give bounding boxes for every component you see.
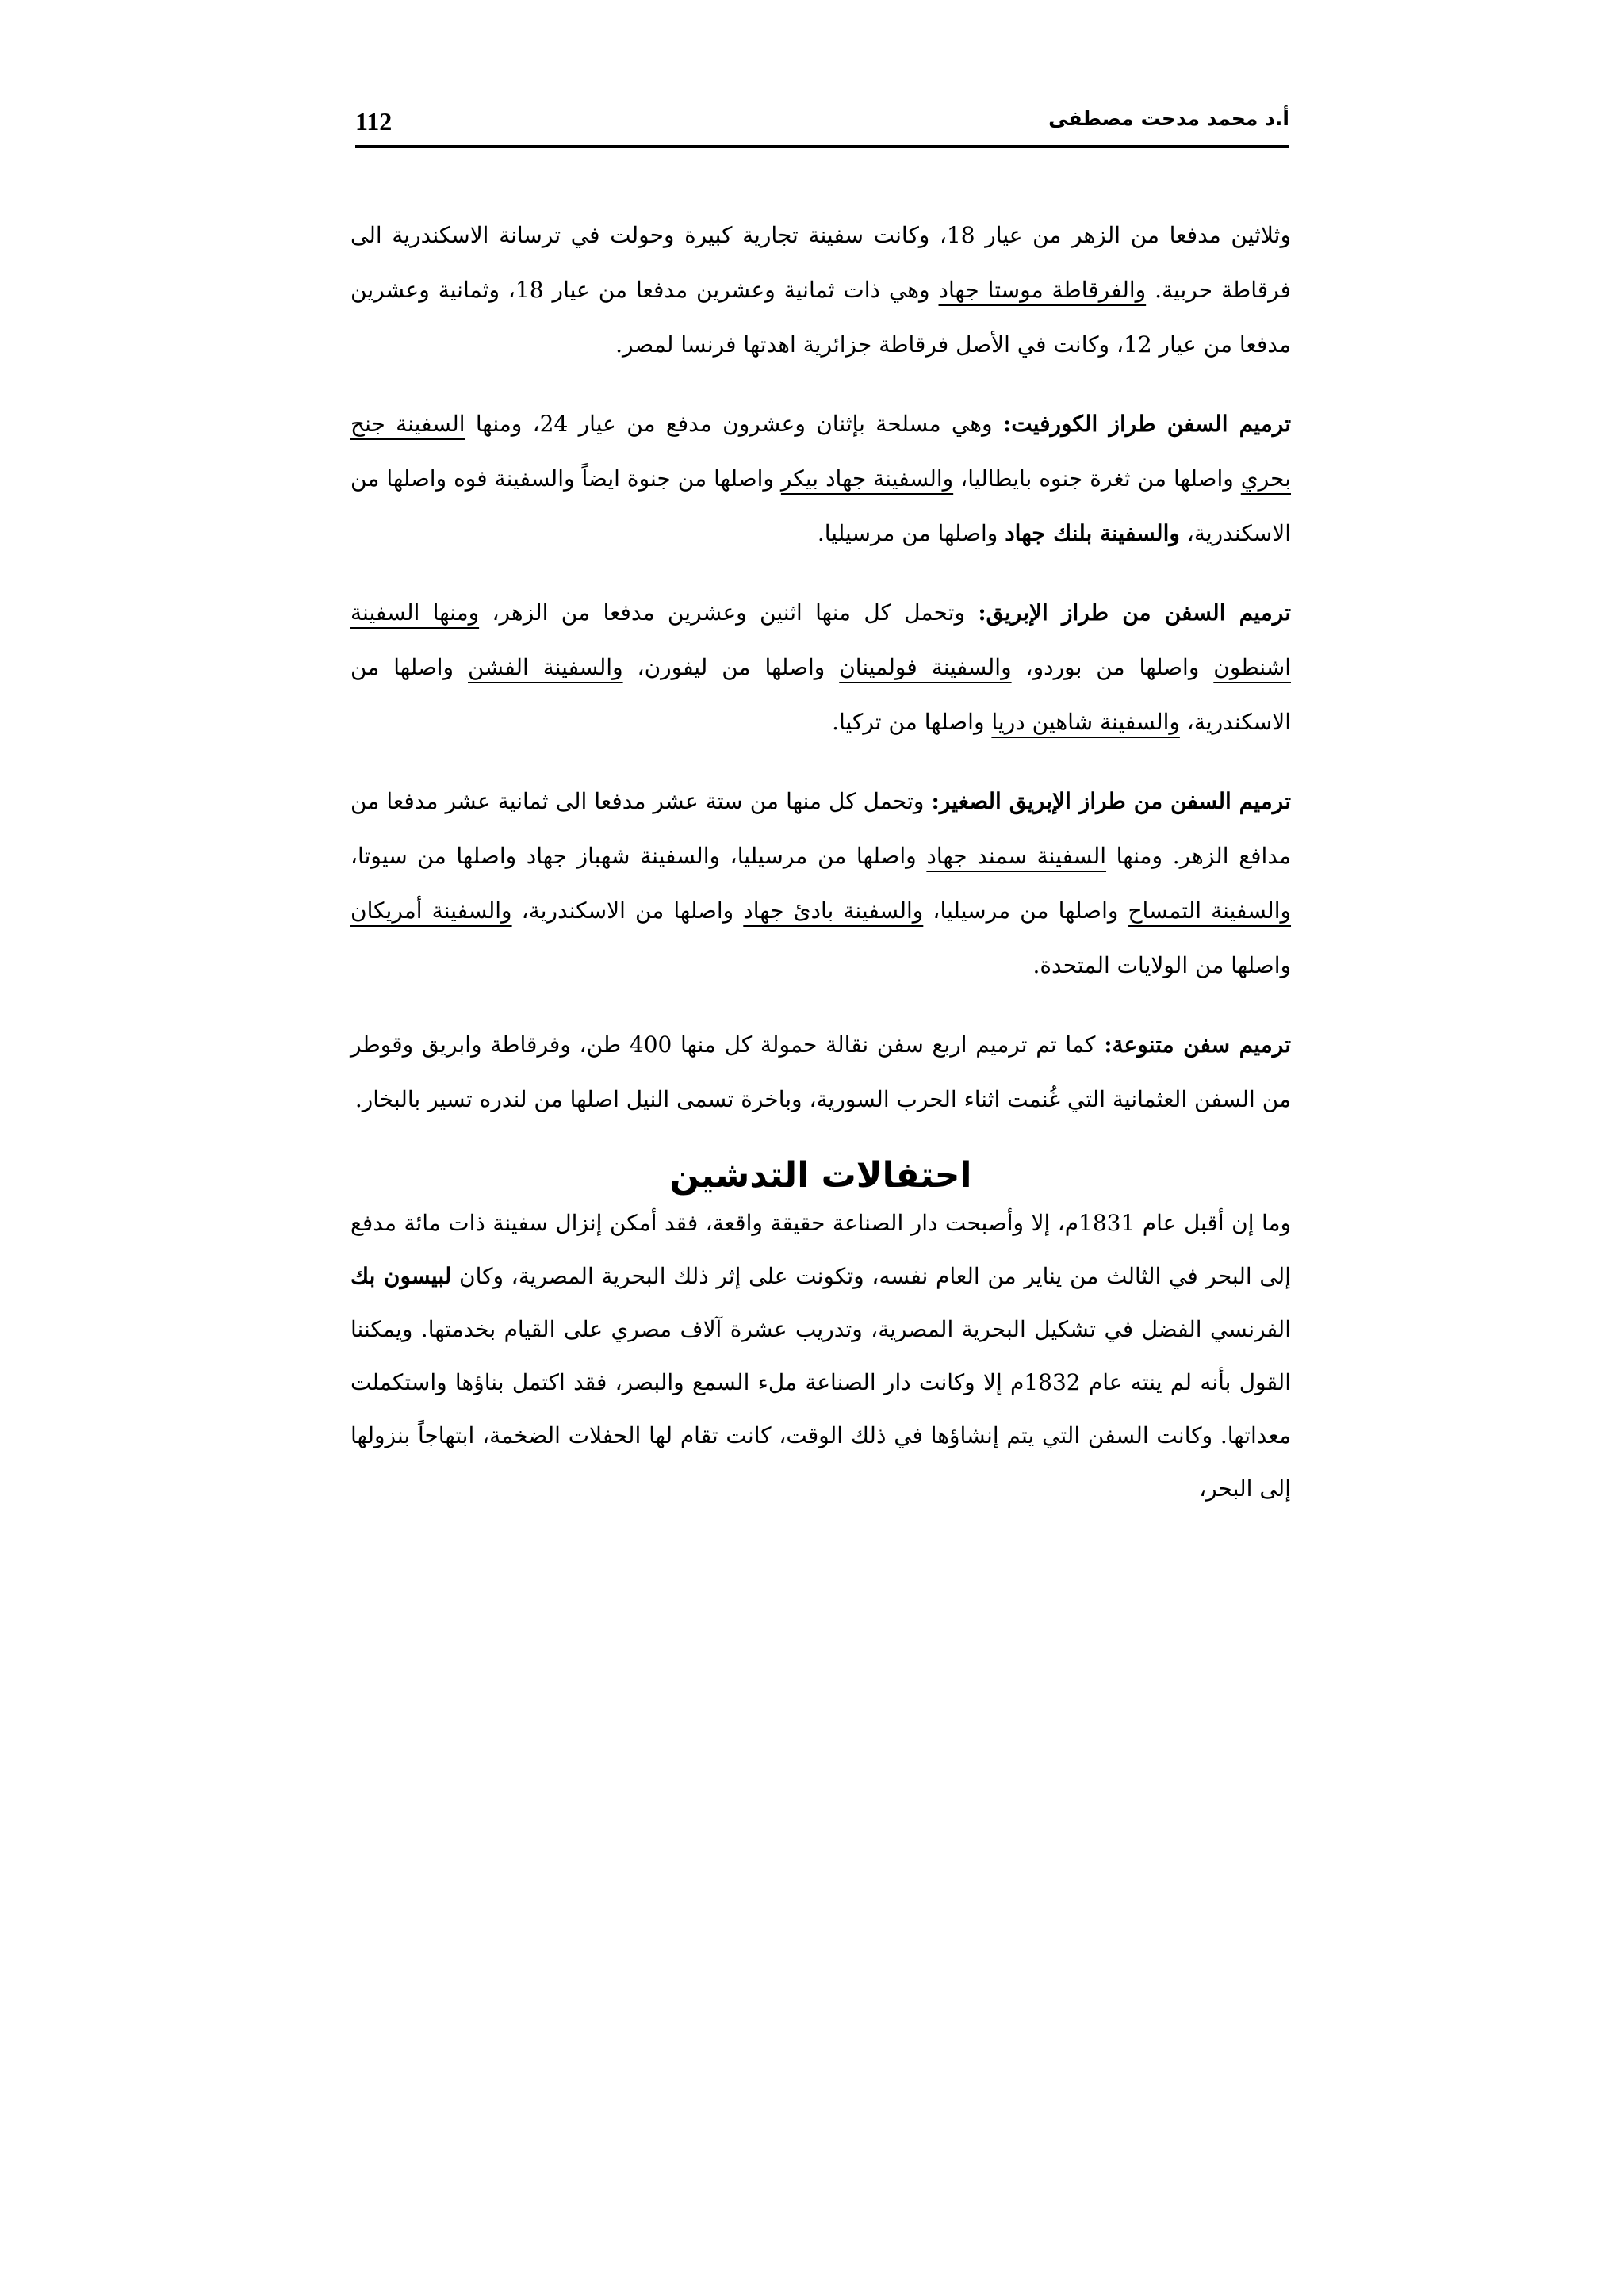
paragraph-frigates [350,208,1291,372]
paragraph-corvette-restoration [350,396,1291,561]
text-run: واصلها من ليفورن، [622,654,840,680]
page-number: 112 [355,107,393,136]
text-run: واصلها من الاسكندرية، [350,654,1291,735]
underlined-ship-name: والسفينة بادئ جهاد [743,897,924,924]
section-title: احتفالات التدشين [669,1155,972,1196]
paragraph-brig-restoration [350,585,1291,749]
text-run: وثلاثين مدفعا من الزهر من عيار 18، وكانت سفينة تجارية كبيرة وحولت في ترسانة الاسكندرية الى فرقاطة حربية. [350,222,1292,303]
text-run: واصلها من مرسيليا، والسفينة شهباز جهاد واصلها من سيوتا، [350,843,927,869]
running-header [355,105,1289,148]
text-run: وهي ذات ثمانية وعشرين مدفعا من عيار 18، وثمانية وعشرين مدفعا من عيار 12، وكانت في الأصل فرقاطة جزائرية اهدتها فرنسا لمصر. [350,277,1291,358]
text-run: الفرنسي الفضل في تشكيل البحرية المصرية، وتدريب عشرة آلاف مصري على القيام بخدمتها. ويمكننا القول بأنه لم ينته عام 1832م إلا وكانت دار الصناعة ملء السمع والبصر، فقد اكتمل بناؤها واستكملت معداتها. وكانت السفن التي يتم إنشاؤها في ذلك الوقت، كانت تقام لها الحفلات الضخمة، ابتهاجاً بنزولها إلى البحر، [350,1316,1291,1502]
underlined-ship-name: والسفينة شاهين دريا [991,709,1180,735]
underlined-ship-name: السفينة جنح بحري [350,411,1291,492]
underlined-ship-name: والسفينة فولمينان [839,654,1012,680]
bold-term: ترميم السفن من طراز الإبريق: [978,599,1291,626]
paragraph-small-brig-restoration [350,774,1291,993]
bold-term: ترميم سفن متنوعة: [1104,1031,1291,1058]
underlined-ship-name: والسفينة الفشن [468,654,623,680]
text-run: وما إن أقبل عام 1831م، إلا وأصبحت دار الصناعة حقيقة واقعة، فقد أمكن إنزال سفينة ذات مائة مدفع إلى البحر في الثالث من يناير من العام نفسه، وتكونت على إثر ذلك البحرية المصرية، وكان [350,1210,1291,1289]
text-run: واصلها من تركيا. [832,709,992,735]
paragraph-various-ships-restoration [350,1017,1291,1127]
underlined-ship-name: والسفينة التمساح [1128,897,1292,924]
text-run: كما تم ترميم اربع سفن نقالة حمولة كل منها 400 طن، وفرقاطة وابريق وقوطر من السفن العثمانية التي غُنمت اثناء الحرب السورية، وباخرة تسمى النيل اصلها من لندره تسير بالبخار. [350,1031,1291,1112]
text-run: واصلها من مرسيليا. [817,520,1005,546]
underlined-ship-name: السفينة سمند جهاد [926,843,1107,869]
bold-term: والسفينة بلنك جهاد [1005,520,1180,546]
text-run: واصلها من الولايات المتحدة. [1032,952,1291,978]
text-run: وتحمل كل منها اثنين وعشرين مدفعا من الزهر، [479,599,979,626]
text-run: واصلها من مرسيليا، [923,897,1128,924]
text-run: واصلها من بوردو، [1011,654,1214,680]
underlined-ship-name: والفرقاطة موستا جهاد [938,277,1147,303]
text-run: واصلها من جنوة ايضاً والسفينة فوه واصلها من الاسكندرية، [350,465,1291,546]
paragraph-launch-celebrations [350,1196,1291,1515]
underlined-ship-name: ومنها السفينة اشنطون [350,599,1291,680]
text-run: واصلها من ثغرة جنوه بايطاليا، [953,465,1241,492]
body-text [350,208,1291,1515]
text-run: واصلها من الاسكندرية، [511,897,744,924]
author-name: أ.د محمد مدحت مصطفى [1048,107,1289,130]
bold-term: لبيسون بك [350,1263,452,1289]
bold-term: ترميم السفن من طراز الإبريق الصغير: [931,788,1291,814]
bold-term: ترميم السفن طراز الكورفيت: [1002,411,1291,437]
text-run: وتحمل كل منها من ستة عشر مدفعا الى ثمانية عشر مدفعا من مدافع الزهر. ومنها [350,788,1291,869]
text-run: وهي مسلحة بإثنان وعشرون مدفع من عيار 24، ومنها [465,411,1003,437]
underlined-ship-name: والسفينة جهاد بيكر [780,465,954,492]
underlined-ship-name: والسفينة أمريكان [350,897,512,924]
